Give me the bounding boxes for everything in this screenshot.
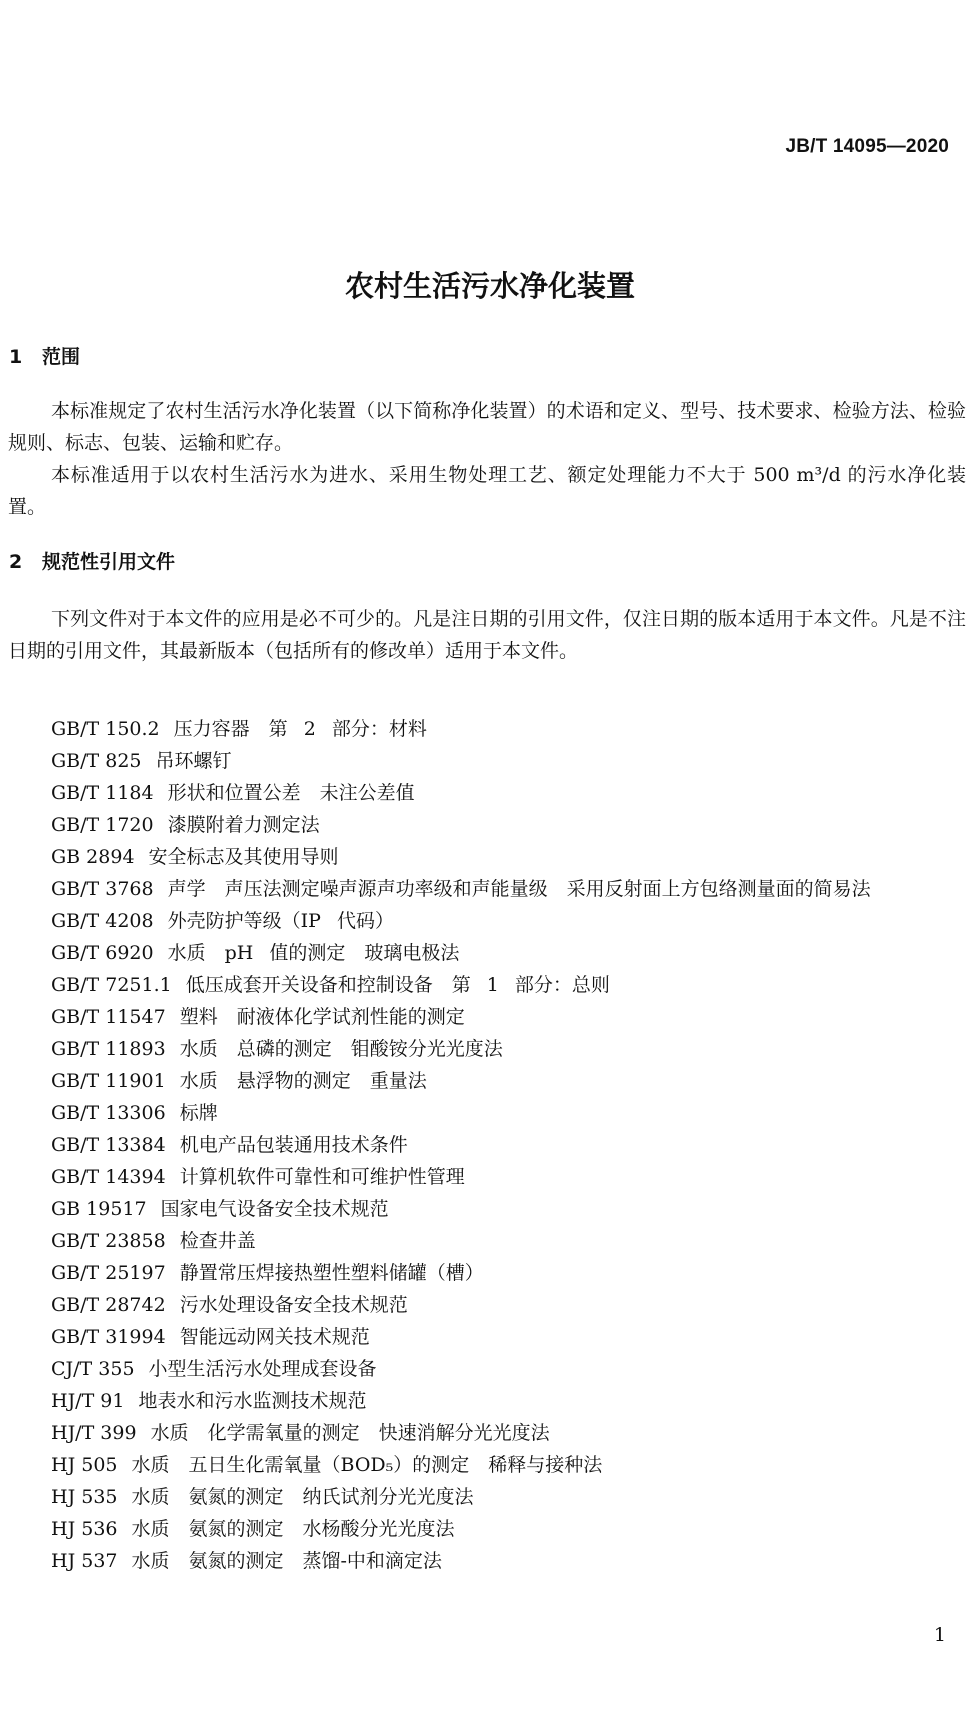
reference-title: 水质 五日生化需氧量（BOD₅）的测定 稀释与接种法 [131,1454,603,1476]
reference-code: HJ/T 91 [51,1390,125,1412]
reference-item [51,1129,871,1161]
reference-code: GB/T 31994 [51,1326,166,1348]
reference-title: 吊环螺钉 [155,750,232,772]
reference-item [51,1513,871,1545]
section-title: 范围 [42,346,81,368]
references-intro-paragraph: 下列文件对于本文件的应用是必不可少的。凡是注日期的引用文件，仅注日期的版本适用于本文件。凡是不注日期的引用文件，其最新版本（包括所有的修改单）适用于本文件。 [8,608,966,662]
reference-title: 水质 悬浮物的测定 重量法 [179,1070,427,1092]
page-number: 1 [933,1624,946,1646]
reference-title: 水质 pH 值的测定 玻璃电极法 [167,942,460,964]
reference-code: GB/T 3768 [51,878,154,900]
document-title: 农村生活污水净化装置 [344,269,635,303]
reference-title: 外壳防护等级（IP 代码） [167,910,394,932]
reference-code: GB/T 11893 [51,1038,166,1060]
reference-item [51,1033,871,1065]
reference-title: 声学 声压法测定噪声源声功率级和声能量级 采用反射面上方包络测量面的简易法 [167,878,871,900]
reference-title: 漆膜附着力测定法 [167,814,320,836]
scope-paragraph-2: 本标准适用于以农村生活污水为进水、采用生物处理工艺、额定处理能力不大于 500 m³/d 的污水净化装置。 [8,464,966,518]
reference-code: GB 19517 [51,1198,147,1220]
reference-item [51,1449,871,1481]
reference-code: HJ 537 [51,1550,118,1572]
reference-title: 水质 氨氮的测定 水杨酸分光光度法 [131,1518,455,1540]
reference-title: 国家电气设备安全技术规范 [160,1198,389,1220]
reference-item [51,1385,871,1417]
reference-title: 水质 氨氮的测定 纳氏试剂分光光度法 [131,1486,474,1508]
reference-item [51,969,871,1001]
reference-title: 低压成套开关设备和控制设备 第 1 部分：总则 [185,974,610,996]
reference-item [51,1257,871,1289]
reference-title: 静置常压焊接热塑性塑料储罐（槽） [179,1262,484,1284]
reference-title: 水质 化学需氧量的测定 快速消解分光光度法 [150,1422,550,1444]
scope-paragraph-1: 本标准规定了农村生活污水净化装置（以下简称净化装置）的术语和定义、型号、技术要求、检验方法、检验规则、标志、包装、运输和贮存。 [8,400,966,454]
section-title: 规范性引用文件 [42,551,176,573]
reference-item [51,1161,871,1193]
reference-code: HJ 505 [51,1454,118,1476]
reference-item [51,745,871,777]
section-number: 1 [9,346,23,368]
reference-code: GB/T 14394 [51,1166,166,1188]
reference-title: 地表水和污水监测技术规范 [138,1390,367,1412]
reference-title: 计算机软件可靠性和可维护性管理 [179,1166,465,1188]
reference-item [51,713,871,745]
reference-code: HJ 536 [51,1518,118,1540]
reference-code: HJ 535 [51,1486,118,1508]
section-1-heading [9,342,80,369]
reference-code: GB/T 1184 [51,782,154,804]
section-2-heading [9,547,175,574]
reference-title: 压力容器 第 2 部分：材料 [173,718,427,740]
reference-title: 污水处理设备安全技术规范 [179,1294,408,1316]
reference-code: GB 2894 [51,846,135,868]
reference-code: GB/T 7251.1 [51,974,172,996]
reference-item [51,841,871,873]
reference-item [51,1481,871,1513]
reference-item [51,1001,871,1033]
reference-title: 水质 氨氮的测定 蒸馏-中和滴定法 [131,1550,442,1572]
reference-item [51,1289,871,1321]
reference-item [51,1353,871,1385]
reference-item [51,1321,871,1353]
reference-item [51,1097,871,1129]
reference-code: GB/T 11547 [51,1006,166,1028]
reference-code: GB/T 4208 [51,910,154,932]
reference-title: 检查井盖 [179,1230,256,1252]
reference-item [51,1065,871,1097]
reference-title: 安全标志及其使用导则 [148,846,339,868]
reference-code: GB/T 13306 [51,1102,166,1124]
reference-code: CJ/T 355 [51,1358,135,1380]
reference-code: GB/T 11901 [51,1070,166,1092]
reference-code: GB/T 825 [51,750,142,772]
reference-code: HJ/T 399 [51,1422,137,1444]
reference-code: GB/T 23858 [51,1230,166,1252]
reference-title: 形状和位置公差 未注公差值 [167,782,415,804]
reference-title: 标牌 [179,1102,218,1124]
reference-code: GB/T 25197 [51,1262,166,1284]
reference-code: GB/T 13384 [51,1134,166,1156]
standard-code: JB/T 14095—2020 [785,136,949,157]
reference-item [51,777,871,809]
reference-title: 塑料 耐液体化学试剂性能的测定 [179,1006,465,1028]
reference-item [51,1193,871,1225]
reference-title: 智能远动网关技术规范 [179,1326,370,1348]
reference-item [51,937,871,969]
reference-title: 小型生活污水处理成套设备 [148,1358,377,1380]
reference-code: GB/T 28742 [51,1294,166,1316]
reference-item [51,905,871,937]
reference-title: 水质 总磷的测定 钼酸铵分光光度法 [179,1038,503,1060]
reference-item [51,809,871,841]
reference-list [51,713,871,1577]
reference-item [51,1545,871,1577]
section-number: 2 [9,551,23,573]
reference-item [51,1225,871,1257]
reference-code: GB/T 1720 [51,814,154,836]
reference-code: GB/T 150.2 [51,718,160,740]
reference-title: 机电产品包装通用技术条件 [179,1134,408,1156]
reference-item [51,1417,871,1449]
reference-item [51,873,871,905]
reference-code: GB/T 6920 [51,942,154,964]
